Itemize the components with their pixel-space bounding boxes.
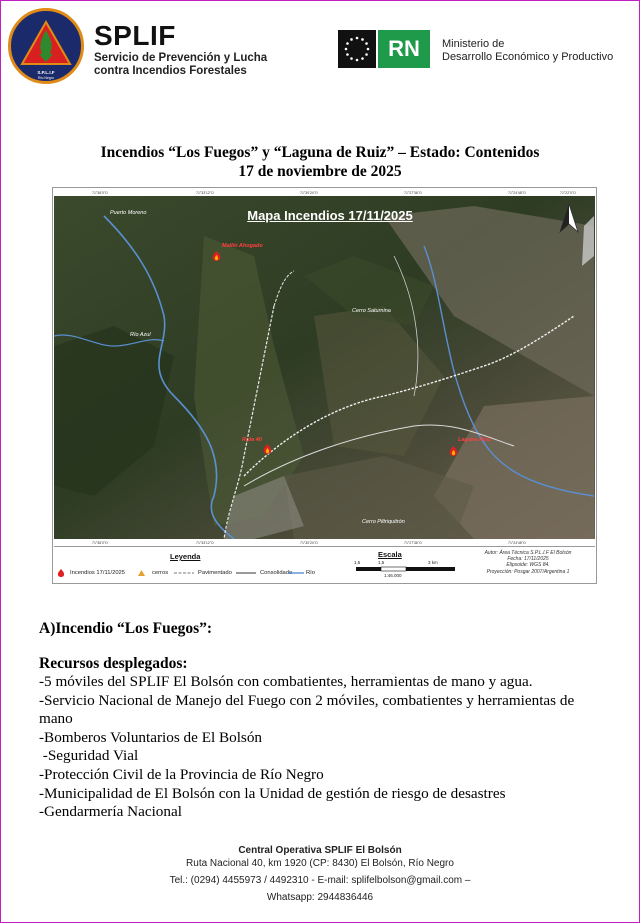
coord-bottom-2: 71°33'12"O: [196, 541, 214, 545]
credits-date: Fecha: 17/11/2025: [507, 556, 549, 563]
fire-label-mallin: Mallín Ahogado: [222, 243, 263, 249]
credits-ellipsoid: Elipsoide: WGS 84.: [506, 562, 550, 569]
star-dot: [361, 38, 364, 41]
legend-fires: Incendios 17/11/2025: [70, 570, 126, 576]
splif-triangle-icon: [20, 20, 72, 66]
map-title: Mapa Incendios 17/11/2025: [247, 208, 413, 223]
org-name: SPLIF: [94, 20, 176, 51]
footer-whatsapp: Whatsapp: 2944836446: [266, 892, 374, 903]
satellite-map: [54, 196, 595, 539]
star-ring-icon: [338, 30, 376, 68]
coord-bottom-1: 71°36'0"O: [92, 541, 108, 545]
legend-paved-line: [174, 571, 194, 575]
star-dot: [365, 42, 368, 45]
scale-tick-3: 3 km: [428, 560, 438, 565]
legend-cerros: cerros: [152, 570, 169, 576]
star-dot: [367, 48, 370, 51]
list-item: -Gendarmería Nacional: [39, 803, 182, 821]
coord-top-3: 71°30'24"O: [300, 191, 318, 195]
star-dot: [356, 59, 359, 62]
footer-title: Central Operativa SPLIF El Bolsón: [238, 845, 402, 856]
star-dot: [365, 53, 368, 56]
fire-icon: [212, 251, 221, 262]
legend-cerro-icon: [138, 570, 145, 576]
footer-contact: Tel.: (0294) 4455973 / 4492310 - E-mail: splifelbolson@gmail.com –: [169, 875, 471, 886]
star-dot: [346, 53, 349, 56]
scale-ratio: 1:46.000: [384, 573, 402, 578]
place-cerro-saturnina: Cerro Saturnina: [352, 308, 391, 314]
ministry-name: [442, 38, 632, 64]
legend-consolidated-line: [236, 571, 256, 575]
coord-top-4: 71°27'36"O: [404, 191, 422, 195]
star-dot: [346, 42, 349, 45]
coord-top-1: 71°36'0"O: [92, 191, 108, 195]
place-puerto-moreno: Puerto Moreno: [110, 210, 147, 216]
list-item: -5 móviles del SPLIF El Bolsón con combatientes, herramientas de mano y agua.: [39, 673, 533, 690]
section-title: A)Incendio “Los Fuegos”:: [39, 620, 213, 637]
resources-list: [39, 673, 604, 822]
map-credits: [468, 550, 588, 575]
ministry-line2: Desarrollo Económico y Productivo: [442, 51, 614, 63]
star-dot: [361, 57, 364, 60]
star-dot: [350, 38, 353, 41]
scale-title: Escala: [378, 550, 402, 559]
map-terrain: [54, 196, 595, 539]
coord-top-2: 71°33'12"O: [196, 191, 214, 195]
rn-logo: RN: [378, 30, 430, 68]
credits-projection: Proyección: Posgar 2007/Argentina 1: [486, 568, 570, 575]
legend-pavimentado: Pavimentado: [198, 570, 232, 576]
coord-top-6: 71°22'0"O: [560, 191, 576, 195]
resources-title: Recursos desplegados:: [39, 655, 188, 672]
legend-river-line: [288, 571, 304, 575]
list-item: -Servicio Nacional de Manejo del Fuego con 2 móviles, combatientes y herramientas de mano: [39, 691, 578, 728]
list-item: -Seguridad Vial: [39, 747, 139, 765]
fire-icon: [263, 444, 272, 455]
coord-bottom-4: 71°27'36"O: [404, 541, 422, 545]
legend-fire-icon: [57, 569, 65, 578]
north-arrow-icon: [558, 202, 580, 234]
ministry-line1: Ministerio de: [442, 38, 505, 50]
scale-bar: [356, 566, 456, 572]
coord-top-5: 71°24'48"O: [508, 191, 526, 195]
stars-emblem: [338, 30, 376, 68]
coord-bottom-5: 71°24'48"O: [508, 541, 526, 545]
logo-subcaption: Río Negro: [38, 76, 54, 80]
list-item: -Municipalidad de El Bolsón con la Unidad de gestión de riesgo de desastres: [39, 784, 506, 802]
list-item: -Protección Civil de la Provincia de Río Negro: [39, 765, 324, 783]
org-subtitle: [94, 52, 294, 78]
headline-line1: Incendios “Los Fuegos” y “Laguna de Ruiz” – Estado: Contenidos: [100, 144, 540, 161]
fire-label-ruta40: Ruta 40: [242, 437, 262, 443]
coord-bottom-3: 71°30'24"O: [300, 541, 318, 545]
org-subtitle-line2: contra Incendios Forestales: [94, 65, 247, 77]
list-item: -Bomberos Voluntarios de El Bolsón: [39, 728, 263, 746]
scale-tick-1: 1,5: [354, 560, 361, 565]
legend-consolidado: Consolidado: [260, 570, 293, 576]
place-cerro-piltriquitron: Cerro Piltriquitrón: [362, 519, 405, 525]
footer-address: Ruta Nacional 40, km 1920 (CP: 8430) El Bolsón, Río Negro: [186, 858, 454, 869]
place-rio-azul: Río Azul: [130, 332, 151, 338]
logo-caption: S.P.L.I.F: [37, 70, 55, 75]
star-dot: [350, 57, 353, 60]
star-dot: [356, 37, 359, 40]
credits-author: Autor: Área Técnica S.P.L.I.F El Bolsón: [484, 550, 572, 556]
scale-tick-2: 1,5: [378, 560, 385, 565]
fire-icon: [449, 446, 458, 457]
org-subtitle-line1: Servicio de Prevención y Lucha: [94, 52, 268, 64]
star-dot: [345, 48, 348, 51]
fire-label-laguna: Laguna Ruiz: [458, 437, 491, 443]
legend-rio: Río: [306, 570, 316, 576]
legend-title: Leyenda: [170, 552, 201, 561]
headline-date: 17 de noviembre de 2025: [238, 163, 402, 180]
